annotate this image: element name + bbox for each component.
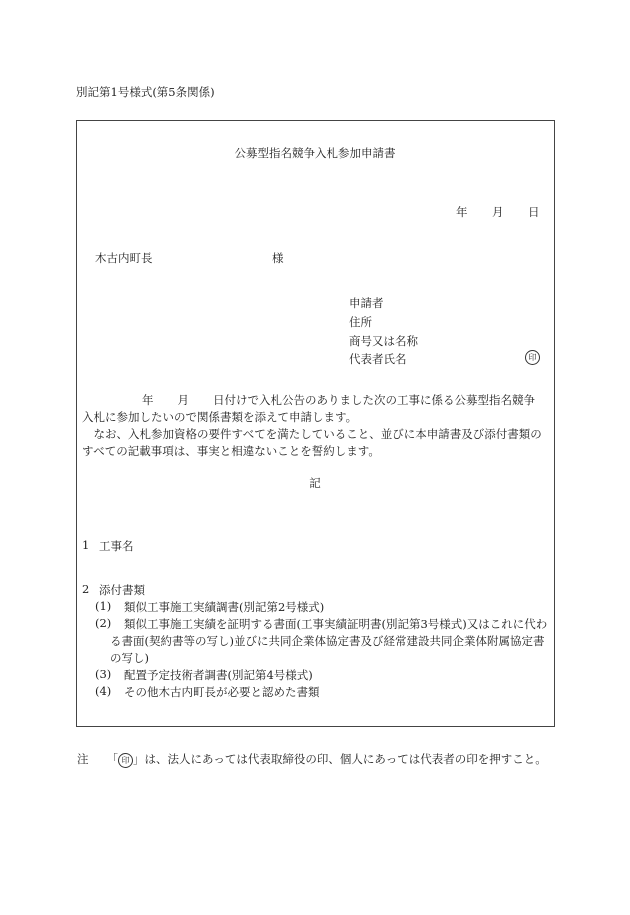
form-title: 公募型指名競争入札参加申請書 xyxy=(234,146,396,160)
note-label: 注 xyxy=(77,752,89,766)
form-number-label: 別記第1号様式(第5条関係) xyxy=(76,85,215,99)
applicant-trade-name-label: 商号又は名称 xyxy=(349,334,418,348)
seal-mark-icon: 印 xyxy=(118,753,133,768)
date-day: 日 xyxy=(528,205,540,219)
sub-item-number: (2) xyxy=(95,616,112,630)
sub-item-number: (1) xyxy=(95,599,112,613)
date-year: 年 xyxy=(456,205,468,219)
oath-statement: なお、入札参加資格の要件すべてを満たしていること、並びに本申請書及び添付書類のすべての記載事項は、事実と相違ないことを誓約します。 xyxy=(82,427,542,458)
body-line1: 日付けで入札公告のありました次の工事に係る公募型指名競争 xyxy=(213,393,535,407)
applicant-heading: 申請者 xyxy=(349,296,384,310)
sub-item-text: 類似工事施工実績を証明する書面(工事実績証明書(別記第3号様式)又はこれに代わる書面(契約書等の写し)並びに共同企業体協定書及び経常建設共同企業体附属協定書の写し) xyxy=(110,617,548,665)
body-line2: 入札に参加したいので関係書類を添えて申請します。 xyxy=(82,410,358,424)
item1-label: 工事名 xyxy=(99,539,134,553)
seal-mark-icon: 印 xyxy=(525,350,540,365)
applicant-address-label: 住所 xyxy=(349,315,372,329)
sub-item-text: 類似工事施工実績調書(別記第2号様式) xyxy=(124,600,325,614)
sub-item-text: 配置予定技術者調書(別記第4号様式) xyxy=(124,668,313,682)
item2-number: 2 xyxy=(82,582,90,596)
application-statement xyxy=(82,392,550,460)
body-year: 年 xyxy=(142,393,154,407)
ki-heading: 記 xyxy=(309,476,321,490)
sub-item-number: (4) xyxy=(95,684,112,698)
note-text: 」は、法人にあっては代表取締役の印、個人にあっては代表者の印を押すこと。 xyxy=(133,752,547,766)
addressee-name: 木古内町長 xyxy=(95,251,153,265)
applicant-representative-label: 代表者氏名 xyxy=(349,352,407,366)
body-month: 月 xyxy=(177,393,189,407)
item2-label: 添付書類 xyxy=(99,583,145,597)
sub-item-number: (3) xyxy=(95,667,112,681)
note-open-bracket: 「 xyxy=(106,752,118,766)
item1-number: 1 xyxy=(82,538,90,552)
footnote xyxy=(77,751,547,768)
addressee-honorific: 様 xyxy=(272,251,284,265)
date-month: 月 xyxy=(492,205,504,219)
sub-item-text: その他木古内町長が必要と認めた書類 xyxy=(124,685,320,699)
